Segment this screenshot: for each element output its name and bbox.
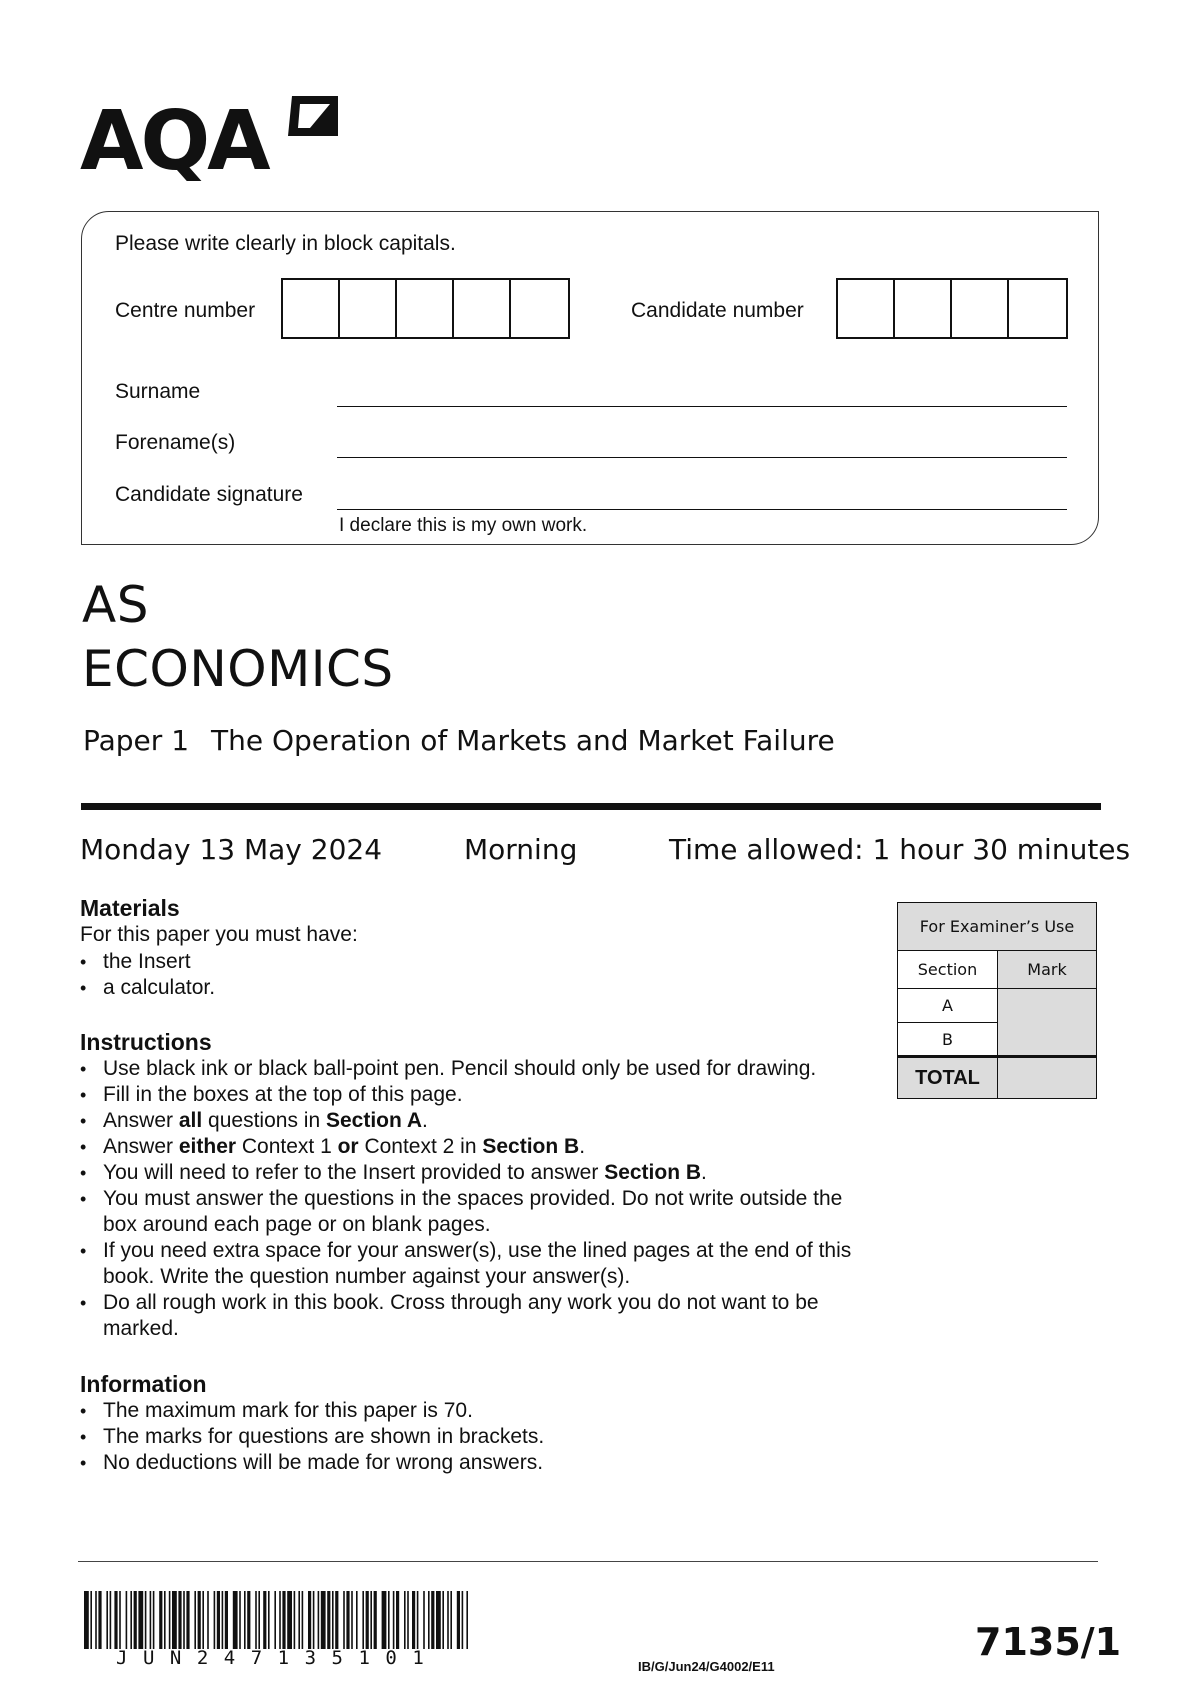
surname-field[interactable] bbox=[337, 406, 1067, 407]
centre-digit-box[interactable] bbox=[283, 280, 340, 337]
list-item: • Do all rough work in this book. Cross through any work you do not want to be marked. bbox=[80, 1290, 880, 1342]
exam-session: Morning bbox=[464, 833, 578, 866]
list-item: • Fill in the boxes at the top of this page. bbox=[80, 1082, 880, 1108]
exam-date: Monday 13 May 2024 bbox=[80, 833, 383, 866]
aqa-logo bbox=[80, 88, 268, 189]
instructions-list bbox=[80, 1056, 880, 1342]
centre-digit-box[interactable] bbox=[340, 280, 397, 337]
time-allowed: Time allowed: 1 hour 30 minutes bbox=[669, 833, 1131, 866]
examiners-use-table bbox=[897, 902, 1097, 1099]
list-item: • a calculator. bbox=[80, 975, 880, 1001]
list-item: • You will need to refer to the Insert provided to answer Section B. bbox=[80, 1160, 880, 1186]
section-column-header: Section bbox=[898, 951, 998, 989]
centre-number-label: Centre number bbox=[115, 299, 256, 322]
list-item: • Answer either Context 1 or Context 2 in Section B. bbox=[80, 1134, 880, 1160]
candidate-number-boxes[interactable] bbox=[836, 278, 1068, 339]
centre-digit-box[interactable] bbox=[511, 280, 568, 337]
mark-column-header: Mark bbox=[998, 951, 1097, 989]
signature-label: Candidate signature bbox=[115, 483, 303, 506]
information-list bbox=[80, 1398, 880, 1476]
logo-text: AQA bbox=[80, 94, 268, 189]
candidate-digit-box[interactable] bbox=[952, 280, 1009, 337]
materials-heading: Materials bbox=[80, 895, 180, 921]
list-item: • You must answer the questions in the spaces provided. Do not write outside the box around each page or on blank pages. bbox=[80, 1186, 880, 1238]
section-a-label: A bbox=[898, 989, 998, 1023]
declaration-text: I declare this is my own work. bbox=[339, 515, 588, 536]
paper-number: Paper 1 bbox=[83, 724, 190, 757]
centre-digit-box[interactable] bbox=[454, 280, 511, 337]
paper-name: The Operation of Markets and Market Failure bbox=[211, 724, 835, 757]
list-item: • Answer all questions in Section A. bbox=[80, 1108, 880, 1134]
list-item: • No deductions will be made for wrong answers. bbox=[80, 1450, 880, 1476]
aqa-tick-mark-icon bbox=[282, 92, 342, 140]
surname-label: Surname bbox=[115, 380, 201, 403]
barcode-icon bbox=[84, 1591, 469, 1649]
list-item: • Use black ink or black ball-point pen. Pencil should only be used for drawing. bbox=[80, 1056, 880, 1082]
section-mark-cell bbox=[998, 989, 1097, 1057]
candidate-digit-box[interactable] bbox=[895, 280, 952, 337]
paper-code: 7135/1 bbox=[975, 1620, 1122, 1664]
candidate-details-box bbox=[81, 211, 1099, 545]
materials-intro: For this paper you must have: bbox=[80, 923, 358, 946]
list-item: • The maximum mark for this paper is 70. bbox=[80, 1398, 880, 1424]
list-item: • the Insert bbox=[80, 949, 880, 975]
document-reference: IB/G/Jun24/G4002/E11 bbox=[638, 1659, 775, 1674]
forenames-label: Forename(s) bbox=[115, 431, 236, 454]
heading-divider bbox=[81, 803, 1101, 810]
forenames-field[interactable] bbox=[337, 457, 1067, 458]
candidate-digit-box[interactable] bbox=[1009, 280, 1066, 337]
total-mark-cell bbox=[998, 1057, 1097, 1099]
barcode-number: JUN247135101 bbox=[116, 1647, 440, 1669]
materials-list bbox=[80, 949, 880, 1001]
block-capitals-instruction: Please write clearly in block capitals. bbox=[115, 232, 456, 255]
centre-digit-box[interactable] bbox=[397, 280, 454, 337]
list-item: • The marks for questions are shown in brackets. bbox=[80, 1424, 880, 1450]
information-heading: Information bbox=[80, 1371, 207, 1397]
total-label: TOTAL bbox=[898, 1057, 998, 1099]
candidate-number-label: Candidate number bbox=[631, 299, 804, 322]
section-b-label: B bbox=[898, 1023, 998, 1057]
list-item: • If you need extra space for your answer(s), use the lined pages at the end of this book. Write the question number against your answer(s). bbox=[80, 1238, 880, 1290]
subject-title: ECONOMICS bbox=[82, 640, 394, 698]
centre-number-boxes[interactable] bbox=[281, 278, 570, 339]
examiners-use-heading: For Examiner’s Use bbox=[898, 903, 1097, 951]
footer-divider bbox=[78, 1561, 1098, 1562]
instructions-heading: Instructions bbox=[80, 1029, 212, 1055]
candidate-digit-box[interactable] bbox=[838, 280, 895, 337]
qualification-level: AS bbox=[82, 576, 149, 634]
paper-title bbox=[83, 724, 835, 757]
signature-field[interactable] bbox=[337, 509, 1067, 510]
